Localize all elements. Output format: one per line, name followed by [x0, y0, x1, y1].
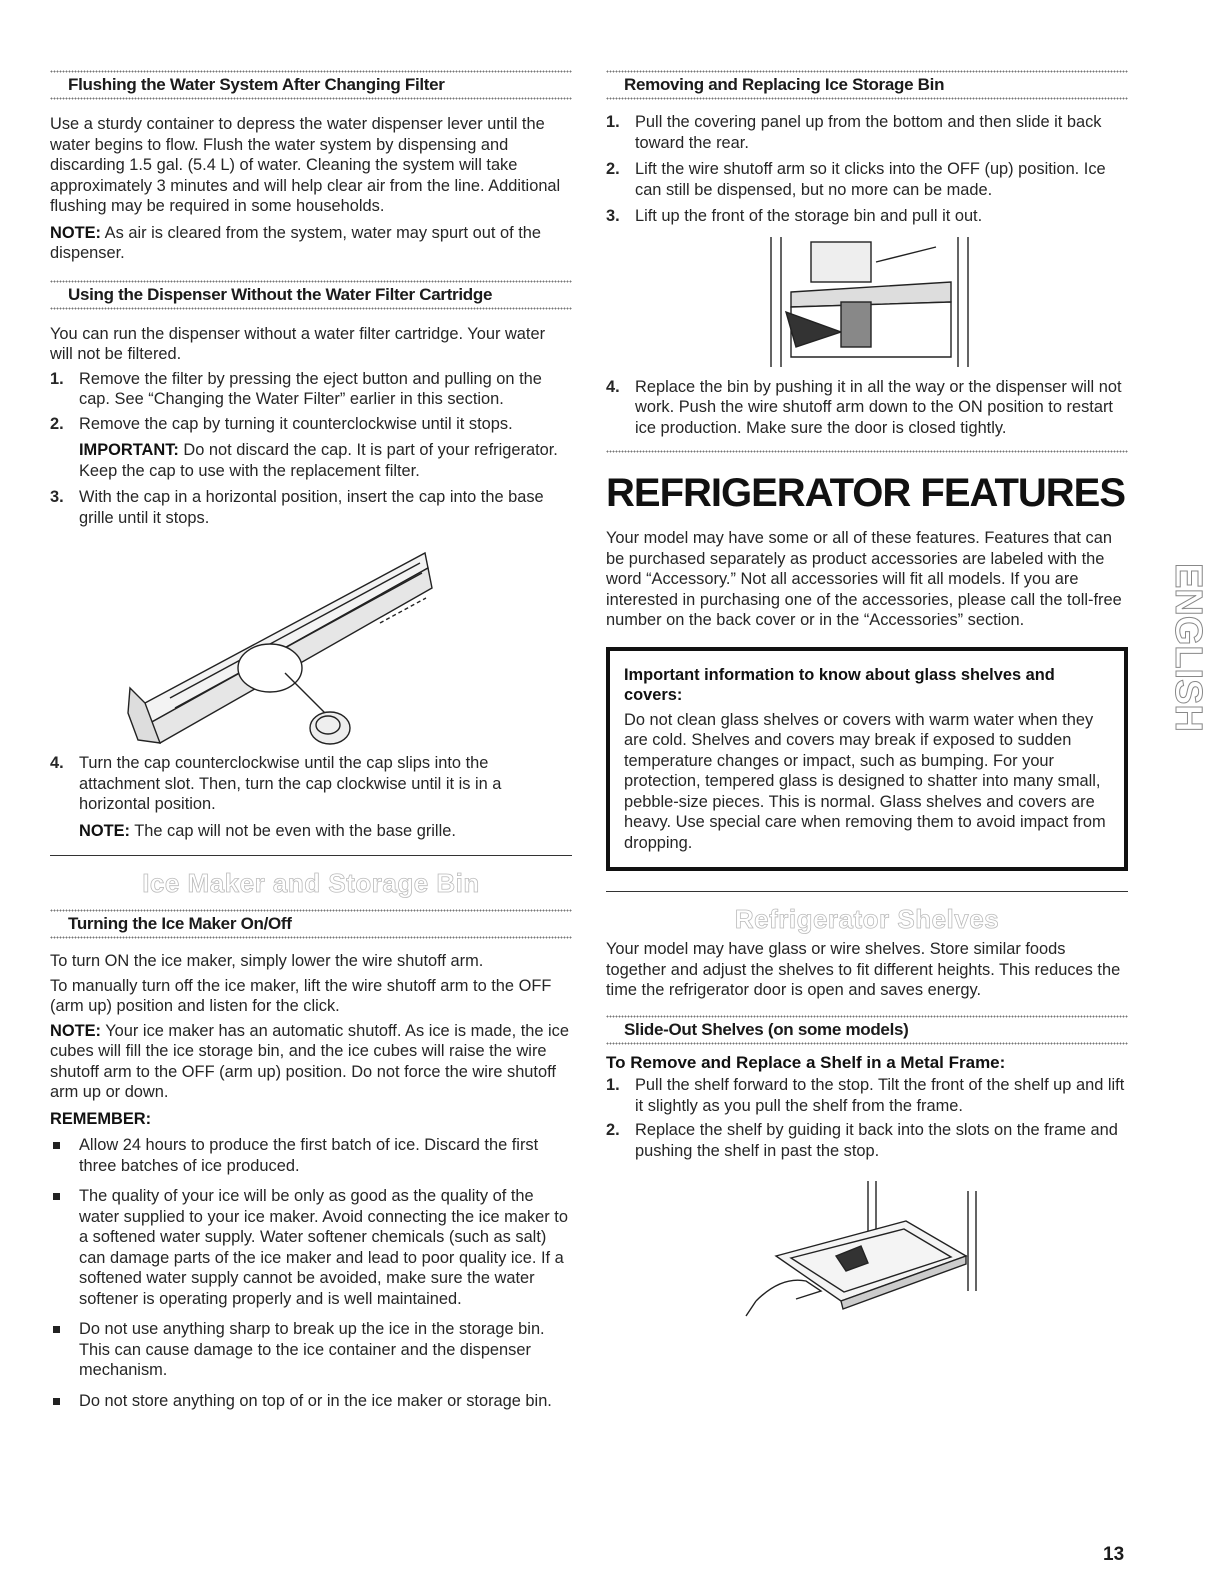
left-column	[50, 0, 572, 1411]
step-item: 3. With the cap in a horizontal position, insert the cap into the base grille until it stops.	[50, 488, 544, 527]
ice-bin-illustration	[606, 227, 1128, 377]
important-note: IMPORTANT: Do not discard the cap. It is part of your refrigerator. Keep the cap to use with the replacement filter.	[79, 441, 558, 480]
step-item: 2. Replace the shelf by guiding it back into the slots on the frame and pushing the shelf in past the stop.	[606, 1121, 1118, 1160]
slideout-heading: Slide-Out Shelves (on some models)	[624, 1019, 909, 1039]
section-title: Ice Maker and Storage Bin	[142, 868, 480, 898]
step-item: 1. Pull the shelf forward to the stop. Tilt the front of the shelf up and lift it slightly as you pull the shelf from the frame.	[606, 1076, 1125, 1115]
bullet-item: Do not store anything on top of or in the ice maker or storage bin.	[50, 1391, 572, 1412]
box-text: Do not clean glass shelves or covers with warm water when they are cold. Shelves and covers may break if exposed to sudden temperature changes or impact, such as bumping. For your protection, tempered glass is designed to shatter into many small, pebble-size pieces. This is normal. Glass shelves and covers are heavy. Use special care when removing them to avoid impact from dropping.	[624, 710, 1106, 852]
icemaker-p1: To turn ON the ice maker, simply lower the wire shutoff arm.	[50, 952, 484, 970]
icemaker-note: NOTE: Your ice maker has an automatic shutoff. As ice is made, the ice cubes will fill the ice storage bin, and the ice cubes will raise the wire shutoff arm to the OFF (arm up) position. Do not force the wire shutoff arm up or down.	[50, 1021, 569, 1101]
step-item: 1. Remove the filter by pressing the eject button and pulling on the cap. See “Changing the Water Filter” earlier in this section.	[50, 369, 542, 408]
bullet-item: The quality of your ice will be only as good as the quality of the water supplied to your ice maker. Avoid connecting the ice maker to a softened water supply. Water softener chemicals (such as salt) can damage parts of the ice maker and lead to poor quality ice. If a softened water supply cannot be avoided, make sure the water softener is operating properly and is well maintained.	[50, 1186, 572, 1309]
page-number: 13	[1103, 1544, 1125, 1565]
box-heading: Important information to know about glass shelves and covers:	[624, 665, 1055, 704]
flush-note: NOTE: As air is cleared from the system, water may spurt out of the dispenser.	[50, 223, 541, 262]
section-title: Refrigerator Shelves	[734, 904, 1000, 934]
features-title: REFRIGERATOR FEATURES	[606, 471, 1126, 515]
icemaker-p2: To manually turn off the ice maker, lift the wire shutoff arm to the OFF (arm up) position and listen for the click.	[50, 976, 552, 1015]
shelf-illustration	[606, 1161, 1128, 1321]
glass-warning-box	[606, 647, 1128, 872]
bullet-item: Do not use anything sharp to break up the ice in the storage bin. This can cause damage to the ice container and the dispenser mechanism.	[50, 1319, 572, 1381]
step-item: 2. Lift the wire shutoff arm so it clicks into the OFF (up) position. Ice can still be dispensed, but no more can be made.	[606, 160, 1106, 199]
icemaker-heading: Turning the Ice Maker On/Off	[68, 914, 292, 933]
nofilter-heading: Using the Dispenser Without the Water Filter Cartridge	[68, 284, 493, 304]
flush-paragraph: Use a sturdy container to depress the water dispenser lever until the water begins to flow. Flush the water system by dispensing and discarding 1.5 gal. (5.4 L) of water. Cleaning the system will take approximately 3 minutes and will help clear air from the line. Additional flushing may be required in some households.	[50, 115, 561, 215]
right-column	[606, 0, 1128, 1321]
flush-heading: Flushing the Water System After Changing Filter	[68, 75, 445, 94]
bullet-item: Allow 24 hours to produce the first batch of ice. Discard the first three batches of ice produced.	[50, 1135, 572, 1176]
step-item: 3. Lift up the front of the storage bin and pull it out.	[606, 207, 983, 225]
remember-label: REMEMBER:	[50, 1109, 152, 1128]
features-paragraph: Your model may have some or all of these features. Features that can be purchased separately as product accessories are labeled with the word “Accessory.” Not all accessories will fit all models. If you are interested in purchasing one of the accessories, please call the toll-free number on the back cover or in the “Accessories” section.	[606, 529, 1122, 629]
nofilter-note: NOTE: The cap will not be even with the base grille.	[79, 821, 456, 840]
step-item: 4. Turn the cap counterclockwise until the cap slips into the attachment slot. Then, turn the cap clockwise until it is in a horizontal position.	[50, 754, 502, 813]
step-item: 4. Replace the bin by pushing it in all the way or the dispenser will not work. Push the wire shutoff arm down to the ON position to restart ice production. Make sure the door is closed tightly.	[606, 377, 1122, 437]
english-side-tab	[1152, 563, 1209, 961]
step-item: 2. Remove the cap by turning it counterclockwise until it stops.	[50, 414, 513, 433]
step-item: 1. Pull the covering panel up from the bottom and then slide it back toward the rear.	[606, 113, 1102, 152]
shelves-paragraph: Your model may have glass or wire shelves. Store similar foods together and adjust the shelves to fit different heights. This reduces the time the refrigerator door is open and saves energy.	[606, 940, 1121, 999]
cap-insert-illustration	[50, 528, 572, 753]
nofilter-paragraph: You can run the dispenser without a water filter cartridge. Your water will not be filtered.	[50, 324, 546, 363]
bin-heading: Removing and Replacing Ice Storage Bin	[624, 75, 945, 94]
svg-text:ENGLISH: ENGLISH	[1167, 563, 1209, 732]
shelf-subheading: To Remove and Replace a Shelf in a Metal Frame:	[606, 1052, 1006, 1072]
